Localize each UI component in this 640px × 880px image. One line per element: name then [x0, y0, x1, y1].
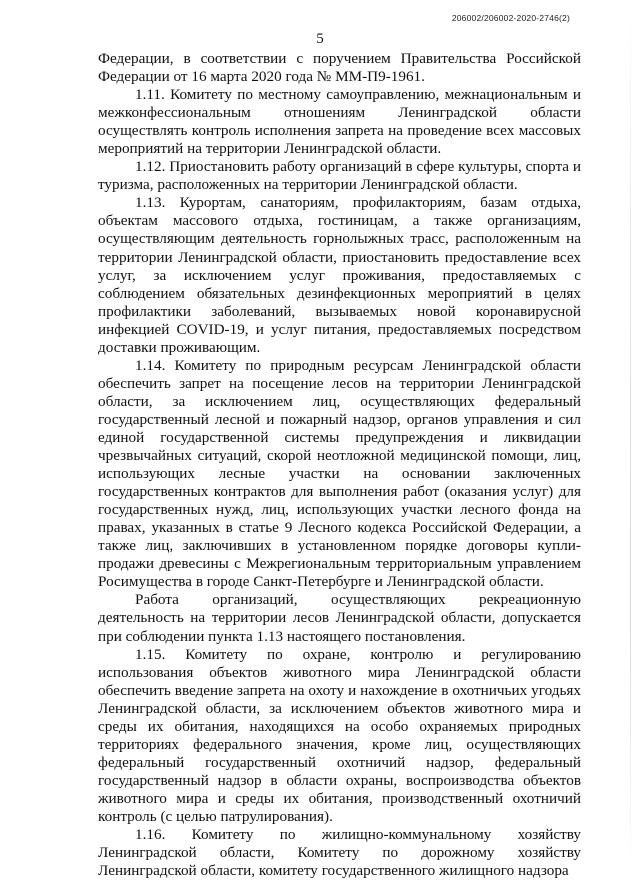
paragraph-1-12: 1.12. Приостановить работу организаций в сфере культуры, спорта и туризма, расположенных на территории Ленинградской области. — [98, 158, 581, 194]
paragraph-1-11: 1.11. Комитету по местному самоуправлению, межнациональным и межконфессиональным отношениям Ленинградской области осуществлять контроль исполнения запрета на проведение всех массовых мероприятий на территории Ленинградской области. — [98, 86, 581, 158]
paragraph-1-16: 1.16. Комитету по жилищно-коммунальному хозяйству Ленинградской области, Комитету по дорожному хозяйству Ленинградской области, комитету государственного жилищного надзора — [98, 826, 581, 880]
paragraph-recreation: Работа организаций, осуществляющих рекреационную деятельность на территории лесов Ленинградской области, допускается при соблюдении пункта 1.13 настоящего постановления. — [98, 591, 581, 645]
paragraph-continuation: Федерации, в соответствии с поручением Правительства Российской Федерации от 16 марта 2020 года № ММ-П9-1961. — [98, 50, 581, 86]
paragraph-1-13: 1.13. Курортам, санаториям, профилакториям, базам отдыха, объектам массового отдыха, гостиницам, а также организациям, осуществляющим деятельность горнолыжных трасс, расположенным на территории Ленинградской области, приостановить предоставление всех услуг, за исключением услуг проживания, предоставляемых с соблюдением обязательных дезинфекционных мероприятий в целях профилактики заболеваний, вызываемых новой коронавирусной инфекцией COVID-19, и услуг питания, предоставляемых посредством доставки проживающим. — [98, 194, 581, 356]
page-number: 5 — [316, 31, 324, 47]
paragraph-1-15: 1.15. Комитету по охране, контролю и регулированию использования объектов животного мира Ленинградской области обеспечить введение запрета на охоту и нахождение в охотничьих угодьях Ленинградской области, за исключением объектов животного мира и среды их обитания, находящихся на особо охраняемых природных территориях федерального значения, кроме лиц, осуществляющих федеральный государственный охотничий надзор, федеральный государственный надзор в области охраны, воспроизводства объектов животного мира и среды их обитания, производственный охотничий контроль (с целью патрулирования). — [98, 645, 581, 825]
document-body — [98, 50, 581, 880]
scan-edge-line — [630, 0, 631, 873]
document-id: 206002/206002-2020-2746(2) — [451, 13, 570, 23]
paragraph-1-14: 1.14. Комитету по природным ресурсам Ленинградской области обеспечить запрет на посещение лесов на территории Ленинградской области, за исключением лиц, осуществляющих федеральный государственный лесной и пожарный надзор, органов управления и сил единой государственной системы предупреждения и ликвидации чрезвычайных ситуаций, скорой неотложной медицинской помощи, лиц, использующих лесные участки на основании заключенных государственных контрактов для выполнения работ (оказания услуг) для государственных нужд, лиц, использующих участки лесного фонда на правах, указанных в статье 9 Лесного кодекса Российской Федерации, а также лиц, заключивших в установленном порядке договоры купли-продажи древесины с Межрегиональным территориальным управлением Росимущества в городе Санкт-Петербурге и Ленинградской области. — [98, 356, 581, 591]
